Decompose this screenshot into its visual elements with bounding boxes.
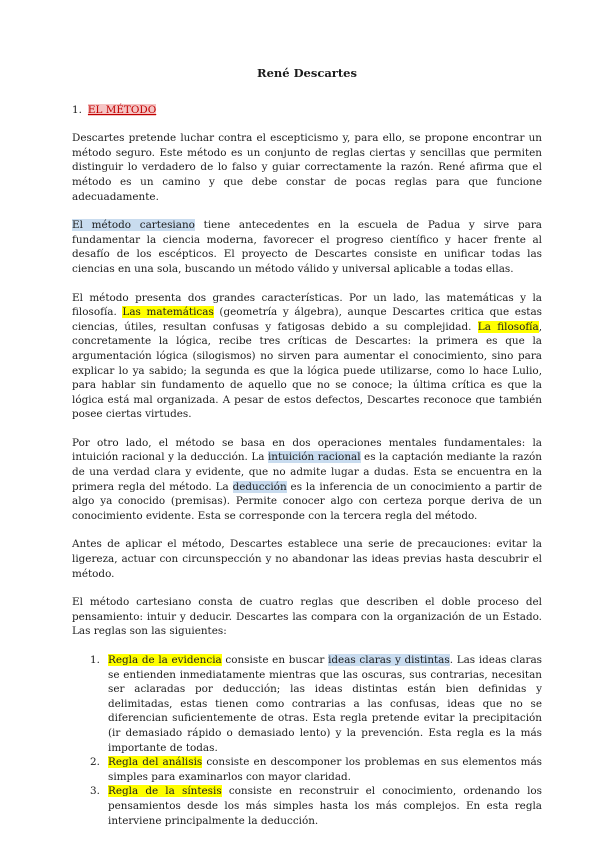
highlight-regla-analisis: Regla del análisis bbox=[108, 756, 203, 769]
paragraph-characteristics bbox=[72, 291, 542, 422]
highlight-matematicas: Las matemáticas bbox=[122, 306, 214, 319]
section-title: EL MÉTODO bbox=[87, 103, 157, 116]
paragraph-four-rules: El método cartesiano consta de cuatro reglas que describen el doble proceso del pensamiento: intuir y deducir. Descartes las compara con la organización de un Estado. Las reglas son las siguientes: bbox=[72, 596, 542, 638]
paragraph-text: tiene antecedentes en la escuela de Padua y sirve para fundamentar la ciencia moderna, favorecer el progreso científico y hacer frente al desafío de los escépticos. El proyecto de Descartes consiste en unificar todas las ciencias en una sola, buscando un método válido y universal aplicable a todas ellas. bbox=[72, 219, 542, 275]
list-item-regla-evidencia bbox=[90, 653, 543, 755]
highlight-metodo-cartesiano: El método cartesiano bbox=[72, 219, 195, 232]
list-item-text: . Las ideas claras se entienden inmediatamente mientras que las oscuras, sus contrarias, necesitan ser aclaradas por deducción; las ideas distintas están bien definidas y delimitadas, estas tienen como contrarias a las confusas, ideas que no se diferencian suficientemente de otras. Esta regla pretende evitar la precipitación (ir demasiado rápido o demasiado lento) y la prevención. Esta regla es la más importante de todas. bbox=[108, 654, 543, 754]
section-number: 1. bbox=[72, 103, 82, 116]
paragraph-text: (geometría y álgebra), aunque Descartes critica que estas ciencias, útiles, resultan confusas y fatigosas debido a su complejidad. bbox=[72, 306, 542, 333]
paragraph-text: , concretamente la lógica, recibe tres críticas de Descartes: la primera es que la argumentación lógica (silogismos) no sirven para aumentar el conocimiento, sino para explicar lo ya sabido; la segunda es que la lógica puede utilizarse, como lo hace Lulio, para hablar sin fundamento de aquello que no se conoce; la última crítica es que la lógica está mal organizada. A pesar de estos defectos, Descartes reconoce que también posee ciertas virtudes. bbox=[72, 320, 543, 421]
highlight-intuicion-racional: intuición racional bbox=[267, 451, 361, 464]
section-heading bbox=[72, 103, 542, 118]
paragraph-text: El método presenta dos grandes características. Por un lado, las matemáticas y la filosofía. bbox=[72, 291, 542, 319]
paragraph-text: Por otro lado, el método se basa en dos operaciones mentales fundamentales: la intuición racional y la deducción. La bbox=[72, 436, 542, 464]
paragraph-precautions: Antes de aplicar el método, Descartes establece una serie de precauciones: evitar la ligereza, actuar con circunspección y no abandonar las ideas previas hasta descubrir el método. bbox=[72, 538, 542, 580]
highlight-ideas-claras: ideas claras y distintas bbox=[328, 654, 450, 666]
paragraph-text: es la captación mediante la razón de una verdad clara y evidente, que no admite lugar a dudas. Esta se encuentra en la primera regla del método. La bbox=[72, 451, 542, 493]
paragraph-method-background bbox=[72, 218, 542, 276]
list-item-text: consiste en reconstruir el conocimiento, ordenando los pensamientos desde los más simples hasta los más complejos. En esta regla interviene principalmente la deducción. bbox=[108, 785, 542, 827]
list-marker: 3. bbox=[90, 785, 100, 798]
highlight-deduccion: deducción bbox=[232, 480, 287, 493]
paragraph-intro: Descartes pretende luchar contra el escepticismo y, para ello, se propone encontrar un método seguro. Este método es un conjunto de reglas ciertas y sencillas que permiten distinguir lo verdadero de lo falso y guiar correctamente la razón. René afirma que el método es un camino y que debe constar de pocas reglas para que funcione adecuadamente. bbox=[72, 132, 542, 203]
list-marker: 2. bbox=[90, 756, 100, 769]
list-item-regla-sintesis bbox=[90, 784, 542, 828]
list-item-regla-analisis bbox=[90, 755, 542, 784]
list-item-text: consiste en buscar bbox=[221, 654, 329, 666]
paragraph-text: es la inferencia de un conocimiento a partir de algo ya conocido (premisas). Permite conocer algo con certeza porque deriva de un conocimiento evidente. Esta se corresponde con la tercera regla del método. bbox=[72, 480, 542, 522]
document-title: René Descartes bbox=[257, 66, 357, 80]
highlight-regla-evidencia: Regla de la evidencia bbox=[108, 654, 222, 666]
paragraph-mental-operations bbox=[72, 436, 542, 524]
highlight-filosofia: La filosofía bbox=[477, 320, 539, 333]
highlight-regla-sintesis: Regla de la síntesis bbox=[108, 785, 222, 798]
rules-list bbox=[72, 653, 542, 828]
list-item-text: consiste en descomponer los problemas en sus elementos más simples para examinarlos con mayor claridad. bbox=[108, 756, 542, 783]
list-marker: 1. bbox=[90, 654, 100, 666]
